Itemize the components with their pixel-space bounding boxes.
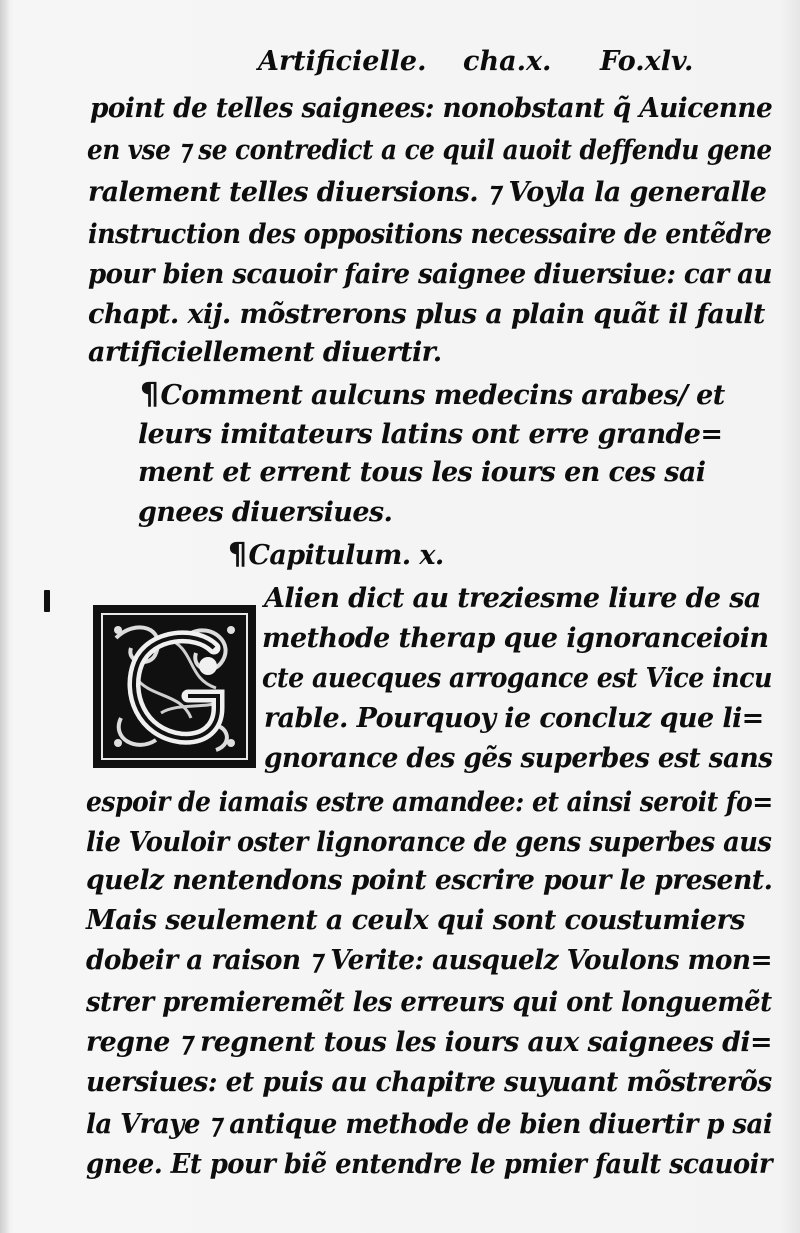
running-head-chapter: cha.x.	[463, 46, 552, 77]
chapter-heading-text: Capitulum. x.	[248, 540, 444, 571]
text-line: gnorance des gẽs superbes est sans	[264, 743, 773, 774]
text-line: cte auecques arrogance est Vice incu	[262, 663, 772, 694]
pilcrow-icon: ¶	[140, 377, 159, 412]
text-line: regne ⁊ regnent tous les iours aux saignees di=	[86, 1027, 772, 1058]
text-line: en vse ⁊ se contredict a ce quil auoit deffendu gene	[87, 135, 772, 166]
running-head	[258, 42, 730, 82]
text-line: chapt. xij. mõstrerons plus a plain quãt il fault	[88, 299, 765, 330]
text-line: quelz nentendons point escrire pour le present.	[86, 865, 773, 896]
rubric-line: ment et errent tous les iours en ces sai	[138, 457, 706, 488]
text-line: dobeir a raison ⁊ Verite: ausquelz Voulons mon=	[86, 945, 773, 976]
pilcrow-icon: ¶	[228, 537, 247, 572]
text-line: Alien dict au treziesme liure de sa	[264, 583, 761, 614]
rubric-line: gnees diuersiues.	[138, 497, 393, 528]
text-line: instruction des oppositions necessaire de entẽdre	[88, 219, 772, 250]
text-line: methode therap que ignoranceioin	[262, 623, 769, 654]
folio-number: Fo.xlv.	[600, 46, 694, 77]
decorated-initial-g	[93, 605, 256, 768]
text-line: pour bien scauoir faire saignee diuersiue: car au	[88, 259, 772, 290]
text-line: la Vraye ⁊ antique methode de bien diuertir p sai	[86, 1109, 773, 1140]
gutter-shadow	[0, 0, 10, 1233]
rubric-text: Comment aulcuns medecins arabes/ et	[160, 380, 725, 411]
text-line: gnee. Et pour biẽ entendre le pmier fault scauoir	[86, 1149, 772, 1180]
text-line: strer premieremẽt les erreurs qui ont longuemẽt	[86, 987, 772, 1018]
running-head-title: Artificielle.	[258, 46, 427, 77]
rubric-line	[140, 376, 725, 416]
text-line: ralement telles diuersions. ⁊ Voyla la generalle	[88, 177, 767, 208]
text-line: rable. Pourquoy ie concluz que li=	[264, 703, 764, 734]
text-line: lie Vouloir oster lignorance de gens superbes aus	[86, 827, 772, 858]
text-line: uersiues: et puis au chapitre suyuant mõstrerõs	[86, 1067, 772, 1098]
text-line: Mais seulement a ceulx qui sont coustumiers	[86, 905, 745, 936]
initial-ornament-icon	[96, 608, 253, 765]
text-line: artificiellement diuertir.	[88, 337, 442, 368]
text-line: point de telles saignees: nonobstant q̃ Auicenne	[90, 93, 773, 124]
text-line: espoir de iamais estre amandee: et ainsi seroit fo=	[86, 787, 773, 818]
margin-mark	[44, 590, 50, 612]
chapter-heading	[228, 536, 444, 576]
rubric-line: leurs imitateurs latins ont erre grande=	[138, 419, 723, 450]
